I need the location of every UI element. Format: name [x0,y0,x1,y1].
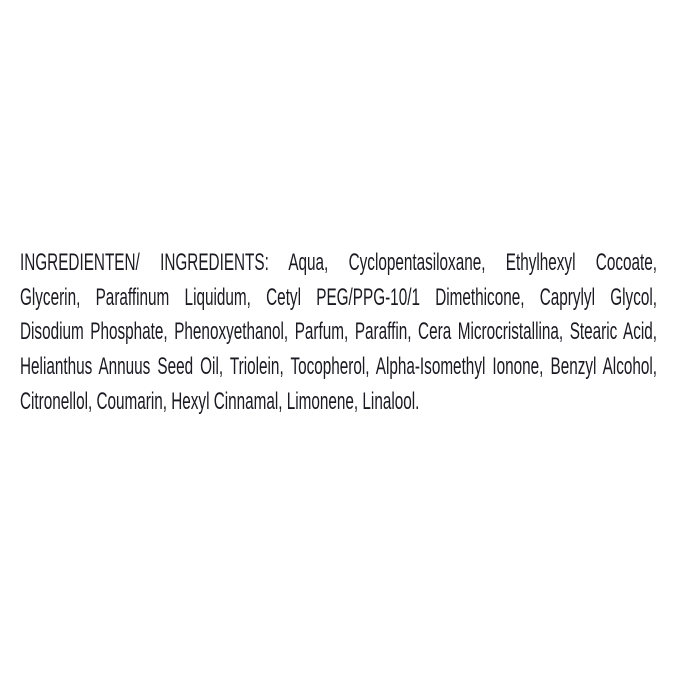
ingredients-line: Helianthus Annuus Seed Oil, Triolein, Tocopherol, Alpha-Isomethyl Ionone, Benzyl Alcohol, [20,353,657,381]
ingredients-line: Glycerin, Paraffinum Liquidum, Cetyl PEG/PPG-10/1 Dimethicone, Caprylyl Glycol, [20,283,657,311]
ingredients-line: Disodium Phosphate, Phenoxyethanol, Parfum, Paraffin, Cera Microcristallina, Stearic Acid, [20,318,657,346]
ingredients-text-wrapper [20,246,657,420]
ingredients-line: INGREDIENTEN/ INGREDIENTS: Aqua, Cyclopentasiloxane, Ethylhexyl Cocoate, [20,249,657,276]
ingredients-line: Citronellol, Coumarin, Hexyl Cinnamal, Limonene, Linalool. [20,387,420,415]
ingredients-paragraph [20,246,657,420]
